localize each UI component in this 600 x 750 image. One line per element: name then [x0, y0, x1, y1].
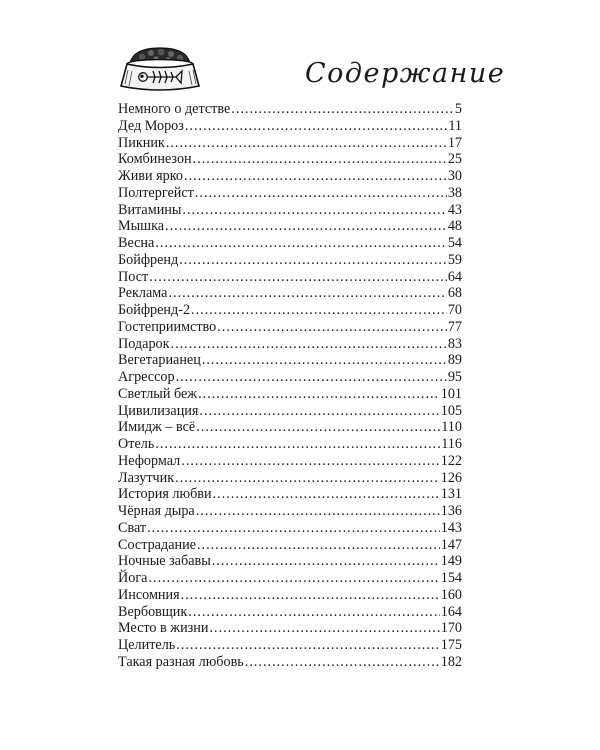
toc-entry-title: Пост	[118, 268, 149, 285]
toc-entry	[118, 285, 462, 302]
toc-entry-page-number: 175	[440, 637, 462, 653]
toc-leader-dots	[212, 553, 440, 570]
toc-entry-title: Сват	[118, 519, 147, 536]
toc-entry	[118, 486, 462, 503]
toc-entry	[118, 302, 462, 319]
toc-entry-page-number: 160	[440, 586, 462, 603]
toc-entry-page-number: 70	[447, 302, 462, 318]
toc-entry	[118, 252, 462, 269]
toc-entry-title: Живи ярко	[118, 168, 184, 184]
toc-entry	[118, 101, 462, 118]
toc-entry-page-number: 64	[447, 268, 462, 285]
toc-entry-title: Цивилизация	[118, 402, 199, 419]
toc-leader-dots	[231, 101, 454, 118]
toc-leader-dots	[155, 235, 447, 252]
toc-entry	[118, 118, 462, 135]
toc-entry-title: Полтергейст	[118, 184, 194, 201]
toc-entry-page-number: 170	[440, 620, 462, 637]
toc-entry	[118, 185, 462, 202]
toc-leader-dots	[179, 252, 447, 269]
toc-entry	[118, 436, 462, 453]
toc-leader-dots	[168, 285, 446, 302]
cat-bowl-fishbone-icon	[118, 44, 202, 92]
toc-entry	[118, 135, 462, 152]
toc-leader-dots	[166, 135, 447, 152]
toc-entry-title: Такая разная любовь	[118, 653, 244, 670]
toc-entry-title: Ночные забавы	[118, 553, 211, 570]
toc-entry-title: Бойфренд-2	[118, 302, 191, 318]
toc-entry-title: Дед Мороз	[118, 117, 184, 134]
toc-entry	[118, 637, 462, 654]
toc-leader-dots	[209, 620, 439, 637]
toc-entry	[118, 386, 462, 403]
toc-entry	[118, 352, 462, 369]
toc-leader-dots	[155, 436, 440, 453]
toc-entry-title: Реклама	[118, 285, 168, 302]
toc-entry-page-number: 116	[441, 436, 462, 452]
toc-entry	[118, 470, 462, 487]
toc-entry-title: Сострадание	[118, 536, 196, 553]
toc-entry	[118, 218, 462, 235]
toc-entry-page-number: 59	[447, 251, 462, 268]
toc-entry-page-number: 136	[440, 503, 462, 519]
toc-leader-dots	[149, 269, 447, 286]
toc-entry	[118, 620, 462, 637]
toc-entry	[118, 570, 462, 587]
toc-entry	[118, 269, 462, 286]
toc-entry-page-number: 5	[454, 101, 462, 117]
toc-entry-title: Мышка	[118, 218, 165, 235]
toc-entry	[118, 520, 462, 537]
toc-entry-title: Агрессор	[118, 369, 175, 385]
toc-entry	[118, 202, 462, 219]
toc-entry-page-number: 38	[447, 184, 462, 201]
toc-leader-dots	[181, 587, 440, 604]
toc-entry-page-number: 25	[447, 151, 462, 168]
toc-entry	[118, 553, 462, 570]
toc-entry-title: Гостеприимство	[118, 318, 217, 335]
toc-leader-dots	[202, 352, 447, 369]
toc-leader-dots	[147, 520, 440, 537]
toc-entry-page-number: 89	[447, 352, 462, 369]
toc-entry-title: Пикник	[118, 134, 165, 151]
toc-entry-page-number: 182	[440, 653, 462, 670]
toc-entry	[118, 419, 462, 436]
toc-leader-dots	[165, 218, 447, 235]
toc-entry-page-number: 110	[441, 419, 462, 436]
toc-entry-page-number: 54	[447, 235, 462, 251]
toc-leader-dots	[199, 403, 439, 420]
toc-entry	[118, 151, 462, 168]
toc-leader-dots	[217, 319, 447, 336]
toc-leader-dots	[176, 369, 447, 386]
toc-entry-title: Неформал	[118, 452, 181, 469]
toc-entry-title: Витамины	[118, 201, 182, 218]
toc-entry-title: Чёрная дыра	[118, 503, 195, 519]
toc-entry-title: Весна	[118, 235, 155, 251]
table-of-contents	[118, 101, 462, 671]
toc-entry-page-number: 101	[440, 385, 462, 402]
toc-entry-page-number: 164	[440, 603, 462, 620]
toc-entry-title: Бойфренд	[118, 251, 179, 268]
toc-entry-title: Лазутчик	[118, 469, 175, 486]
toc-entry	[118, 503, 462, 520]
toc-entry	[118, 654, 462, 671]
toc-entry	[118, 168, 462, 185]
toc-entry-page-number: 43	[447, 201, 462, 218]
toc-leader-dots	[197, 537, 440, 554]
toc-entry	[118, 537, 462, 554]
toc-leader-dots	[188, 604, 439, 621]
toc-entry-page-number: 95	[447, 369, 462, 385]
toc-entry-title: Вегетарианец	[118, 352, 201, 369]
toc-entry-title: Йога	[118, 570, 148, 586]
toc-leader-dots	[184, 168, 447, 185]
toc-entry	[118, 369, 462, 386]
toc-leader-dots	[181, 453, 439, 470]
toc-entry-page-number: 131	[440, 486, 462, 503]
toc-entry-page-number: 143	[440, 519, 462, 536]
toc-entry-page-number: 68	[447, 285, 462, 302]
toc-entry-title: Имидж – всё	[118, 419, 196, 436]
toc-leader-dots	[193, 151, 447, 168]
toc-leader-dots	[195, 185, 447, 202]
toc-entry-page-number: 48	[447, 218, 462, 235]
toc-entry-page-number: 147	[440, 536, 462, 553]
toc-entry-title: Отель	[118, 436, 155, 452]
toc-leader-dots	[196, 419, 440, 436]
toc-entry-title: Место в жизни	[118, 620, 209, 637]
toc-entry-page-number: 77	[447, 318, 462, 335]
toc-leader-dots	[176, 637, 439, 654]
toc-entry-title: Вербовщик	[118, 603, 188, 620]
toc-leader-dots	[191, 302, 447, 319]
toc-entry-title: Инсомния	[118, 586, 180, 603]
toc-entry-title: История любви	[118, 486, 212, 503]
toc-leader-dots	[182, 202, 446, 219]
toc-entry-page-number: 30	[447, 168, 462, 184]
toc-leader-dots	[185, 118, 447, 135]
toc-entry-title: Целитель	[118, 637, 176, 653]
toc-entry-title: Светлый беж	[118, 385, 198, 402]
toc-entry-title: Подарок	[118, 335, 170, 352]
toc-entry	[118, 403, 462, 420]
toc-entry	[118, 319, 462, 336]
toc-leader-dots	[175, 470, 440, 487]
toc-entry-page-number: 149	[440, 553, 462, 570]
toc-entry	[118, 453, 462, 470]
toc-entry-page-number: 11	[448, 117, 462, 134]
toc-leader-dots	[198, 386, 440, 403]
toc-entry-page-number: 17	[447, 134, 462, 151]
toc-leader-dots	[148, 570, 439, 587]
toc-entry-page-number: 122	[440, 452, 462, 469]
toc-entry-page-number: 105	[440, 402, 462, 419]
page-title: Содержание	[305, 58, 506, 89]
toc-leader-dots	[245, 654, 440, 671]
toc-entry	[118, 235, 462, 252]
toc-entry	[118, 336, 462, 353]
toc-entry	[118, 604, 462, 621]
toc-entry	[118, 587, 462, 604]
toc-entry-page-number: 126	[440, 469, 462, 486]
toc-leader-dots	[171, 336, 447, 353]
toc-entry-page-number: 154	[440, 570, 462, 586]
page-header	[0, 0, 600, 105]
toc-entry-title: Комбинезон	[118, 151, 192, 168]
toc-leader-dots	[213, 486, 440, 503]
toc-entry-page-number: 83	[447, 335, 462, 352]
toc-entry-title: Немного о детстве	[118, 101, 231, 117]
toc-leader-dots	[196, 503, 440, 520]
